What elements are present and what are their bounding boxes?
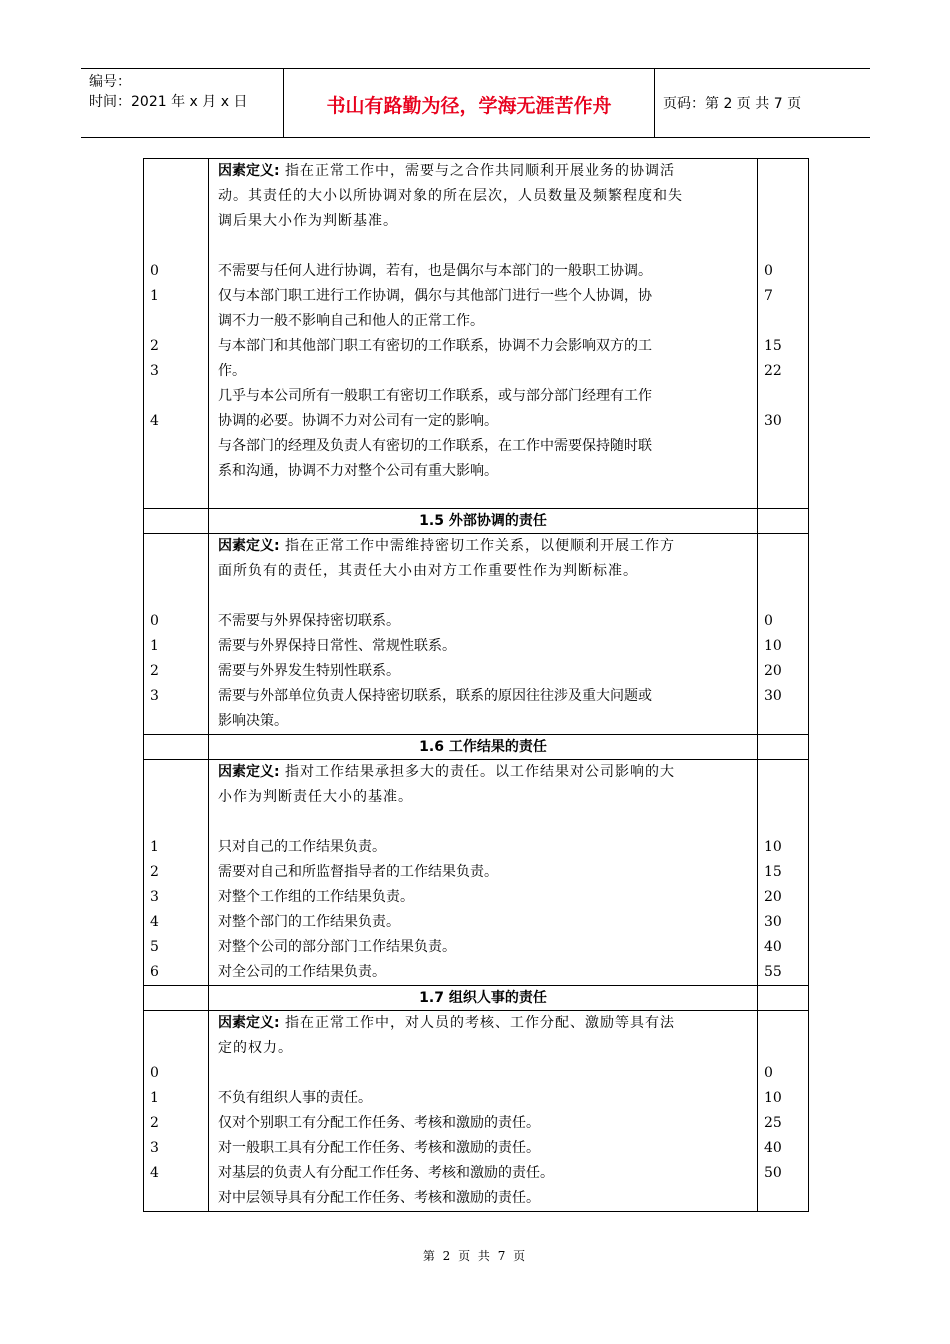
- level-description: 对整个公司的部分部门工作结果负责。: [218, 939, 456, 955]
- level-number: 6: [150, 964, 159, 980]
- level-number: 1: [150, 638, 159, 654]
- score-column: [758, 159, 809, 509]
- level-description: 与各部门的经理及负责人有密切的工作联系，在工作中需要保持随时联: [218, 438, 652, 454]
- level-number: 3: [150, 363, 159, 379]
- level-number: 3: [150, 1140, 159, 1156]
- score-value: 10: [764, 1090, 782, 1106]
- factor-definition: [218, 159, 757, 184]
- score-value: 15: [764, 338, 782, 354]
- document-number-label: 编号：: [89, 74, 131, 90]
- page-footer: 第 2 页 共 7 页: [422, 1249, 528, 1263]
- level-number: 5: [150, 939, 159, 955]
- level-number: 1: [150, 1090, 159, 1106]
- score-value: 10: [764, 839, 782, 855]
- level-description: 需要与外界保持日常性、常规性联系。: [218, 638, 456, 654]
- table-row: [144, 159, 809, 509]
- level-description: 对全公司的工作结果负责。: [218, 964, 386, 980]
- score-value: 0: [764, 613, 773, 629]
- level-description: 仅对个别职工有分配工作任务、考核和激励的责任。: [218, 1115, 540, 1131]
- level-description: 对基层的负责人有分配工作任务、考核和激励的责任。: [218, 1165, 554, 1181]
- level-description: 调不力一般不影响自己和他人的正常工作。: [218, 313, 484, 329]
- score-value: 50: [764, 1165, 782, 1181]
- level-description: 不需要与外界保持密切联系。: [218, 613, 400, 629]
- header-divider: [654, 69, 655, 137]
- section-title-row: [144, 986, 809, 1011]
- level-description: 影响决策。: [218, 713, 288, 729]
- table-row: [144, 534, 809, 735]
- definition-text: 小作为判断责任大小的基准。: [218, 789, 413, 805]
- score-value: 0: [764, 1065, 773, 1081]
- level-description: 作。: [218, 363, 246, 379]
- score-column: [758, 534, 809, 735]
- definition-text: 指在正常工作中，需要与之合作共同顺利开展业务的协调活: [279, 163, 676, 179]
- level-number: 2: [150, 864, 159, 880]
- section-title: 1.5 外部协调的责任: [209, 509, 758, 534]
- section-title: 1.6 工作结果的责任: [209, 735, 758, 760]
- level-number: 0: [150, 1065, 159, 1081]
- level-description: 协调的必要。协调不力对公司有一定的影响。: [218, 413, 498, 429]
- score-value: 40: [764, 939, 782, 955]
- level-description: 对一般职工具有分配工作任务、考核和激励的责任。: [218, 1140, 540, 1156]
- level-column: [144, 534, 209, 735]
- definition-text: 定的权力。: [218, 1040, 293, 1056]
- score-value: 20: [764, 663, 782, 679]
- score-value: 55: [764, 964, 782, 980]
- level-description: 不负有组织人事的责任。: [218, 1090, 372, 1106]
- score-value: 22: [764, 363, 782, 379]
- score-value: 0: [764, 263, 773, 279]
- level-description: 对整个工作组的工作结果负责。: [218, 889, 414, 905]
- document-header: [81, 68, 870, 138]
- definition-text: 调后果大小作为判断基准。: [218, 213, 398, 229]
- level-description: 与本部门和其他部门职工有密切的工作联系，协调不力会影响双方的工: [218, 338, 652, 354]
- header-motto: 书山有路勤为径，学海无涯苦作舟: [326, 95, 612, 117]
- level-number: 2: [150, 338, 159, 354]
- level-description: 只对自己的工作结果负责。: [218, 839, 386, 855]
- score-value: 30: [764, 914, 782, 930]
- level-description: 需要对自己和所监督指导者的工作结果负责。: [218, 864, 498, 880]
- level-number: 4: [150, 413, 159, 429]
- level-description: 需要与外部单位负责人保持密切联系，联系的原因往往涉及重大问题或: [218, 688, 652, 704]
- definition-text: 动。其责任的大小以所协调对象的所在层次，人员数量及频繁程度和失: [218, 188, 683, 204]
- score-value: 10: [764, 638, 782, 654]
- factor-definition: [218, 760, 757, 785]
- table-row: [144, 1011, 809, 1212]
- document-date: 时间：2021 年 x 月 x 日: [89, 94, 248, 110]
- description-column: [209, 534, 758, 735]
- section-title: 1.7 组织人事的责任: [209, 986, 758, 1011]
- description-column: [209, 1011, 758, 1212]
- header-page-info: 页码：第 2 页 共 7 页: [663, 96, 802, 112]
- level-column: [144, 1011, 209, 1212]
- score-value: 40: [764, 1140, 782, 1156]
- level-number: 1: [150, 288, 159, 304]
- level-description: 对整个部门的工作结果负责。: [218, 914, 400, 930]
- table-row: [144, 760, 809, 986]
- level-description: 对中层领导具有分配工作任务、考核和激励的责任。: [218, 1190, 540, 1206]
- level-number: 2: [150, 663, 159, 679]
- definition-text: 指对工作结果承担多大的责任。以工作结果对公司影响的大: [279, 764, 676, 780]
- level-description: 几乎与本公司所有一般职工有密切工作联系，或与部分部门经理有工作: [218, 388, 652, 404]
- level-description: 仅与本部门职工进行工作协调，偶尔与其他部门进行一些个人协调，协: [218, 288, 652, 304]
- definition-text: 指在正常工作中，对人员的考核、工作分配、激励等具有法: [279, 1015, 676, 1031]
- definition-label: 因素定义:: [218, 538, 280, 554]
- score-value: 25: [764, 1115, 782, 1131]
- level-number: 4: [150, 914, 159, 930]
- factor-definition: [218, 1011, 757, 1036]
- level-description: 系和沟通，协调不力对整个公司有重大影响。: [218, 463, 498, 479]
- definition-label: 因素定义:: [218, 764, 280, 780]
- score-value: 7: [764, 288, 773, 304]
- score-value: 20: [764, 889, 782, 905]
- section-title-row: [144, 735, 809, 760]
- description-column: [209, 760, 758, 986]
- definition-text: 面所负有的责任，其责任大小由对方工作重要性作为判断标准。: [218, 563, 638, 579]
- definition-label: 因素定义:: [218, 1015, 280, 1031]
- level-number: 2: [150, 1115, 159, 1131]
- description-column: [209, 159, 758, 509]
- level-number: 0: [150, 613, 159, 629]
- header-meta: [89, 72, 247, 112]
- score-column: [758, 1011, 809, 1212]
- evaluation-table: [143, 158, 809, 1212]
- level-number: 4: [150, 1165, 159, 1181]
- score-column: [758, 760, 809, 986]
- level-number: 0: [150, 263, 159, 279]
- level-description: 需要与外界发生特别性联系。: [218, 663, 400, 679]
- score-value: 30: [764, 688, 782, 704]
- level-number: 3: [150, 688, 159, 704]
- section-title-row: [144, 509, 809, 534]
- definition-label: 因素定义:: [218, 163, 280, 179]
- level-description: 不需要与任何人进行协调，若有，也是偶尔与本部门的一般职工协调。: [218, 263, 652, 279]
- score-value: 15: [764, 864, 782, 880]
- score-value: 30: [764, 413, 782, 429]
- factor-definition: [218, 534, 757, 559]
- definition-text: 指在正常工作中需维持密切工作关系，以便顺利开展工作方: [279, 538, 676, 554]
- level-number: 1: [150, 839, 159, 855]
- level-column: [144, 760, 209, 986]
- level-number: 3: [150, 889, 159, 905]
- level-column: [144, 159, 209, 509]
